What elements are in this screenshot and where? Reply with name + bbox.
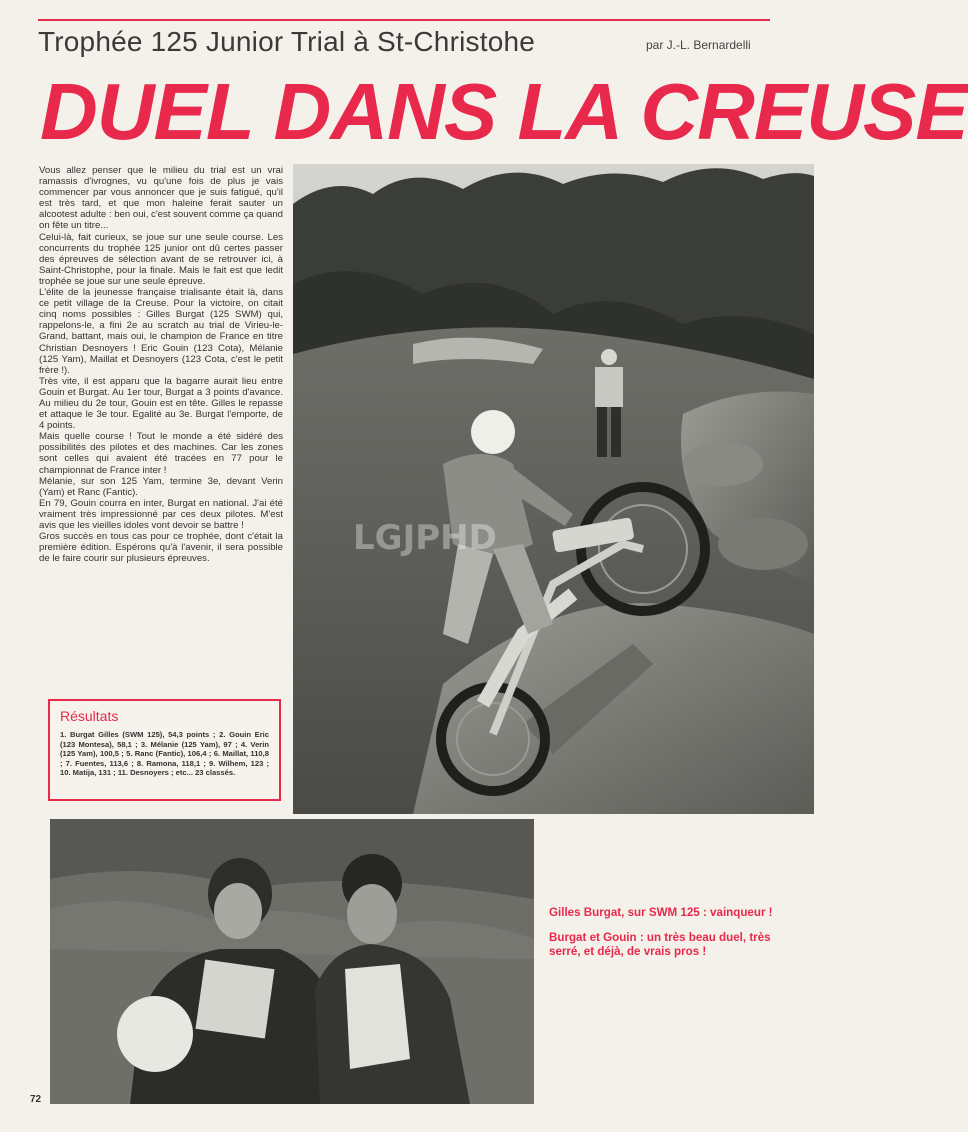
article-body [39, 165, 283, 695]
article-paragraph: Celui-là, fait curieux, se joue sur une seule course. Les concurrents du trophée 125 junior ont dû certes passer des épreuves de sélection avant de se retrouver ici, à Saint-Christophe, pour la finale. Mais le fait est que ledit trophée se joue sur une seule épreuve. [39, 231, 283, 287]
photo-captions [549, 906, 774, 970]
results-text: 1. Burgat Gilles (SWM 125), 54,3 points ; 2. Gouin Eric (123 Montesa), 58,1 ; 3. Mélanie (125 Yam), 97 ; 4. Verin (125 Yam), 100,5 ; 5. Ranc (Fantic), 106,4 ; 6. Maillat, 110,8 ; 7. Fuentes, 113,6 ; 8. Ramona, 118,1 ; 9. Wilhem, 123 ; 10. Matija, 131 ; 11. Desnoyers ; etc... 23 classés. [60, 730, 269, 778]
article-header [38, 24, 778, 64]
article-paragraph: Très vite, il est apparu que la bagarre aurait lieu entre Gouin et Burgat. Au 1er tour, Burgat a 3 points d'avance. Au milieu du 2e tour, Gouin est en tête. Gilles le repasse et attaque le 3e tour. Egalité au 3e. Burgat l'emporte, de 4 points. [39, 375, 283, 432]
svg-text:LGJPHD: LGJPHD [353, 518, 497, 558]
results-box [48, 699, 281, 801]
article-paragraph: Vous allez penser que le milieu du trial est un vrai ramassis d'ivrognes, vu qu'une fois de plus je vais commencer par vous annoncer que je suis fatigué, qu'il est très tard, et que mon haleine ferait sauter un alcootest adulte : ben oui, c'est souvent comme ça quand on fête un titre... [39, 165, 283, 232]
page-number: 72 [30, 1094, 42, 1105]
caption-bottom-photo: Burgat et Gouin : un très beau duel, très serré, et déjà, de vrais pros ! [549, 930, 771, 958]
article-paragraph: En 79, Gouin courra en inter, Burgat en national. J'ai été vraiment très impressionné par ces deux pilotes. M'est avis que les vieilles idoles vont devoir se battre ! [39, 497, 283, 531]
article-paragraph: Gros succès en tous cas pour ce trophée, dont c'était la première édition. Espérons qu'à l'avenir, il sera possible de le faire courir sur plusieurs épreuves. [39, 531, 283, 565]
photo-rider-climbing [293, 164, 814, 814]
article-title: Trophée 125 Junior Trial à St-Christohe [38, 26, 536, 57]
article-paragraph: Mélanie, sur son 125 Yam, termine 3e, devant Verin (Yam) et Ranc (Fantic). [39, 475, 283, 498]
caption-main-photo: Gilles Burgat, sur SWM 125 : vainqueur ! [549, 906, 773, 919]
article-paragraph: Mais quelle course ! Tout le monde a été sidéré des possibilités des pilotes et des machines. Car les zones sont celles qui avaient été tracées en 77 pour le championnat de France inter ! [39, 431, 283, 476]
top-rule [38, 19, 770, 21]
article-headline: DUEL DANS LA CREUSE [40, 67, 968, 156]
article-byline: par J.-L. Bernardelli [646, 38, 751, 52]
results-title: Résultats [60, 708, 119, 724]
article-paragraph: L'élite de la jeunesse française trialisante était là, dans ce petit village de la Creuse. Pour la victoire, on citait cinq noms possibles : Gilles Burgat (125 SWM) qui, rappelons-le, a fini 2e au scratch au trial de Virieu-le-Grand, battant, mais oui, le champion de France en titre Christian Desnoyers ! Eric Gouin (123 Cota), Mélanie (125 Yam), Maillat et Desnoyers (123 Cota, c'est le petit frère !). [39, 287, 283, 376]
photo-two-riders [50, 819, 534, 1104]
